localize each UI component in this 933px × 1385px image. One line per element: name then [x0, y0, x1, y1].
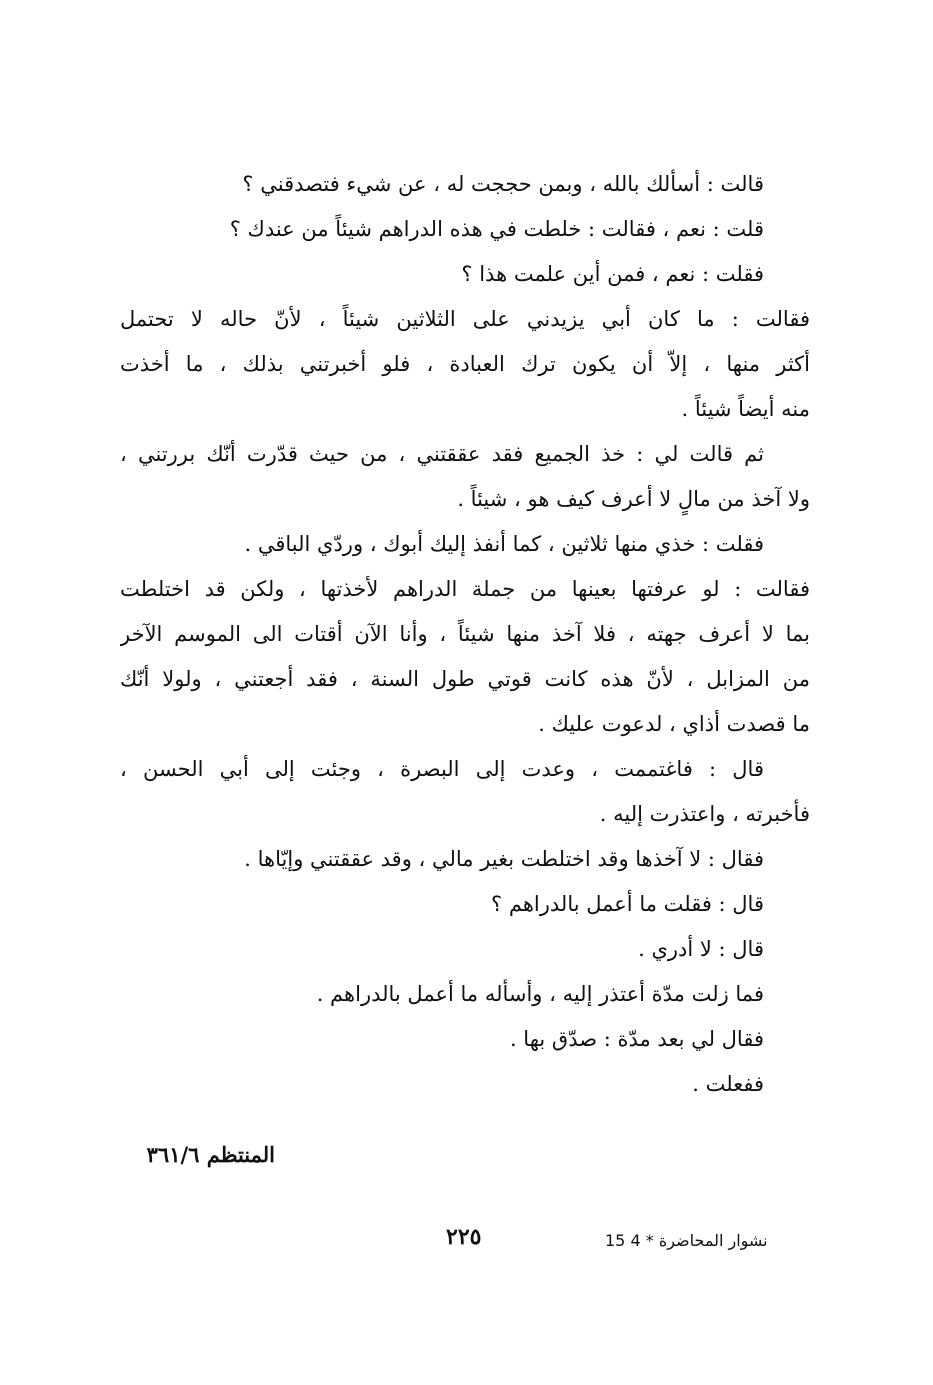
source-reference: المنتظم ٣٦١/٦: [146, 1142, 275, 1167]
text-line: ولا آخذ من مالٍ لا أعرف كيف هو ، شيئاً .: [457, 487, 810, 511]
text-line: ثم قالت لي : خذ الجميع فقد عققتني ، من حيث قدّرت أنّك بررتني ،: [120, 442, 764, 466]
text-line: فقالت : لو عرفتها بعينها من جملة الدراهم لأخذتها ، ولكن قد اختلطت: [120, 577, 810, 601]
text-line: قال : فقلت ما أعمل بالدراهم ؟: [491, 892, 764, 916]
text-line: من المزابل ، لأنّ هذه كانت قوتي طول السنة ، فقد أجعتني ، ولولا أنّك: [120, 667, 810, 691]
text-line: أكثر منها ، إلاّ أن يكون ترك العبادة ، فلو أخبرتني بذلك ، ما أخذت: [120, 352, 810, 376]
text-line: منه أيضاً شيئاً .: [681, 397, 810, 421]
text-line: فقالت : ما كان أبي يزيدني على الثلاثين شيئاً ، لأنّ حاله لا تحتمل: [120, 307, 810, 331]
text-line: فما زلت مدّة أعتذر إليه ، وأسأله ما أعمل بالدراهم .: [316, 982, 764, 1006]
text-line: فقلت : نعم ، فمن أين علمت هذا ؟: [461, 262, 764, 286]
text-line: فقلت : خذي منها ثلاثين ، كما أنفذ إليك أبوك ، وردّي الباقي .: [244, 532, 764, 556]
printer-signature: 15 نشوار المحاضرة * 4: [605, 1231, 768, 1250]
text-line: قال : فاغتممت ، وعدت إلى البصرة ، وجئت إلى أبي الحسن ،: [120, 757, 764, 781]
text-line: فقال لي بعد مدّة : صدّق بها .: [509, 1027, 764, 1051]
text-line: قلت : نعم ، فقالت : خلطت في هذه الدراهم شيئاً من عندك ؟: [229, 217, 764, 241]
main-text: [120, 162, 810, 1107]
text-line: فأخبرته ، واعتذرت إليه .: [599, 802, 810, 826]
text-line: فقال : لا آخذها وقد اختلطت بغير مالي ، وقد عققتني وإيّاها .: [244, 847, 764, 871]
text-line: ما قصدت أذاي ، لدعوت عليك .: [538, 712, 810, 736]
text-line: قالت : أسألك بالله ، وبمن حججت له ، عن شيء فتصدقني ؟: [242, 172, 764, 196]
text-line: ففعلت .: [692, 1072, 764, 1096]
text-line: بما لا أعرف جهته ، فلا آخذ منها شيئاً ، وأنا الآن أقتات الى الموسم الآخر: [120, 622, 810, 646]
page-number: ٢٢٥: [446, 1224, 482, 1250]
text-line: قال : لا أدري .: [638, 937, 764, 961]
